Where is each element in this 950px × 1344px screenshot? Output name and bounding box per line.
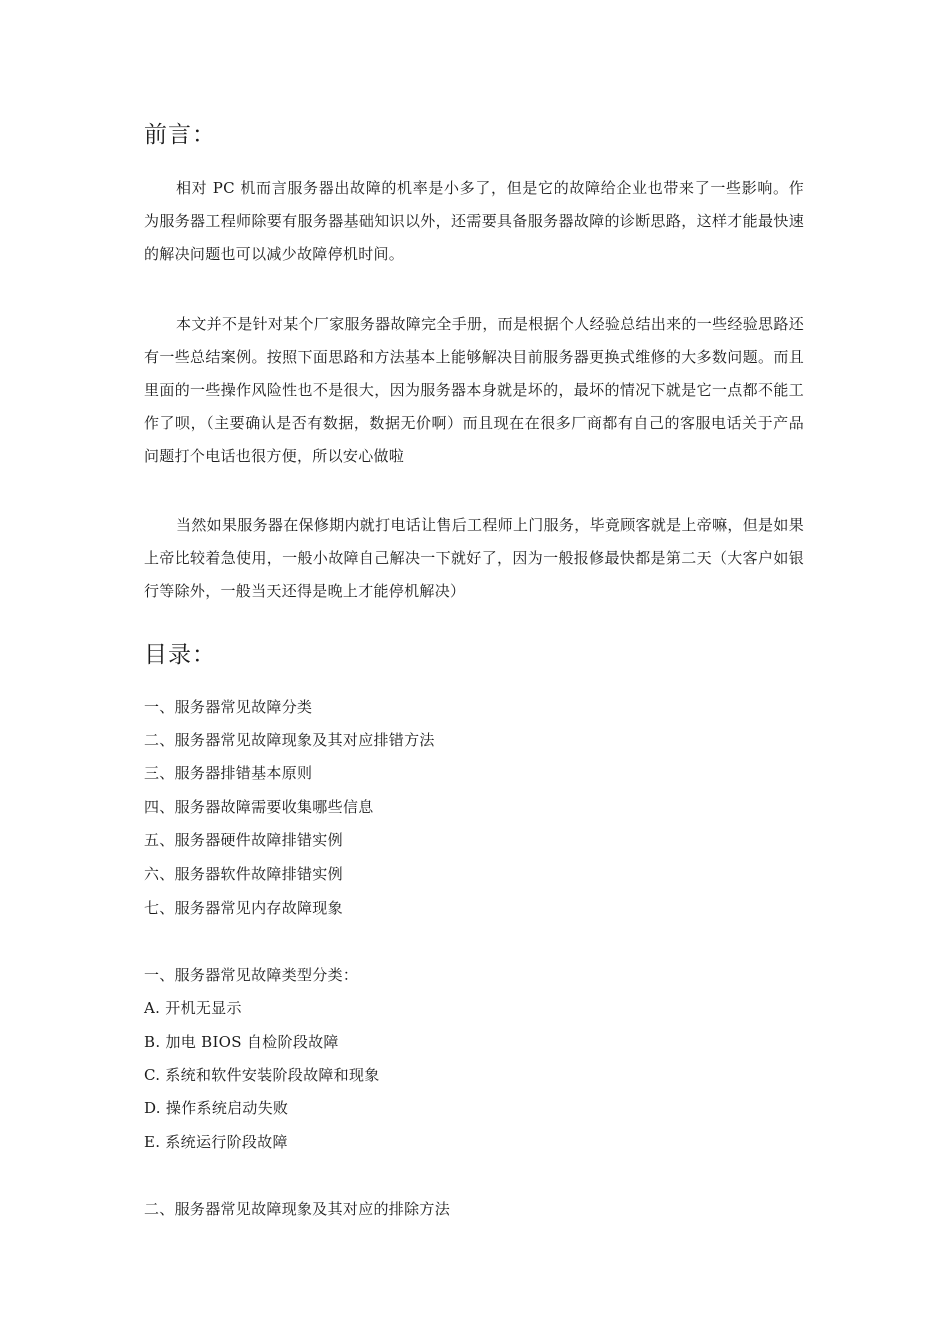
section1-item-a: A. 开机无显示 [144, 999, 242, 1017]
toc-item-2: 二、服务器常见故障现象及其对应排错方法 [144, 731, 435, 749]
toc-item-4: 四、服务器故障需要收集哪些信息 [144, 798, 374, 816]
preface-paragraph-1: 相对 PC 机而言服务器出故障的机率是小多了，但是它的故障给企业也带来了一些影响。作为服务器工程师除要有服务器基础知识以外，还需要具备服务器故障的诊断思路，这样才能最快速的解决问题也可以减少故障停机时间。 [144, 179, 804, 263]
toc-item-3: 三、服务器排错基本原则 [144, 764, 313, 782]
section1-item-d: D. 操作系统启动失败 [144, 1099, 289, 1117]
section1-title: 一、服务器常见故障类型分类： [144, 966, 359, 984]
toc-item-5: 五、服务器硬件故障排错实例 [144, 831, 343, 849]
toc-item-7: 七、服务器常见内存故障现象 [144, 899, 343, 917]
toc-heading: 目录： [144, 642, 216, 668]
toc-item-6: 六、服务器软件故障排错实例 [144, 865, 343, 883]
preface-paragraph-3: 当然如果服务器在保修期内就打电话让售后工程师上门服务，毕竟顾客就是上帝嘛，但是如果上帝比较着急使用，一般小故障自己解决一下就好了，因为一般报修最快都是第二天（大客户如银行等除外，一般当天还得是晚上才能停机解决） [144, 516, 804, 600]
section1-item-b: B. 加电 BIOS 自检阶段故障 [144, 1033, 339, 1051]
section2-title: 二、服务器常见故障现象及其对应的排除方法 [144, 1200, 451, 1218]
section1-item-e: E. 系统运行阶段故障 [144, 1133, 288, 1151]
preface-paragraph-2: 本文并不是针对某个厂家服务器故障完全手册，而是根据个人经验总结出来的一些经验思路还有一些总结案例。按照下面思路和方法基本上能够解决目前服务器更换式维修的大多数问题。而且里面的一些操作风险性也不是很大，因为服务器本身就是坏的，最坏的情况下就是它一点都不能工作了呗，（主要确认是否有数据，数据无价啊）而且现在在很多厂商都有自己的客服电话关于产品问题打个电话也很方便，所以安心做啦 [144, 315, 804, 465]
toc-item-1: 一、服务器常见故障分类 [144, 698, 313, 716]
section1-item-c: C. 系统和软件安装阶段故障和现象 [144, 1066, 380, 1084]
preface-heading: 前言： [144, 122, 216, 148]
